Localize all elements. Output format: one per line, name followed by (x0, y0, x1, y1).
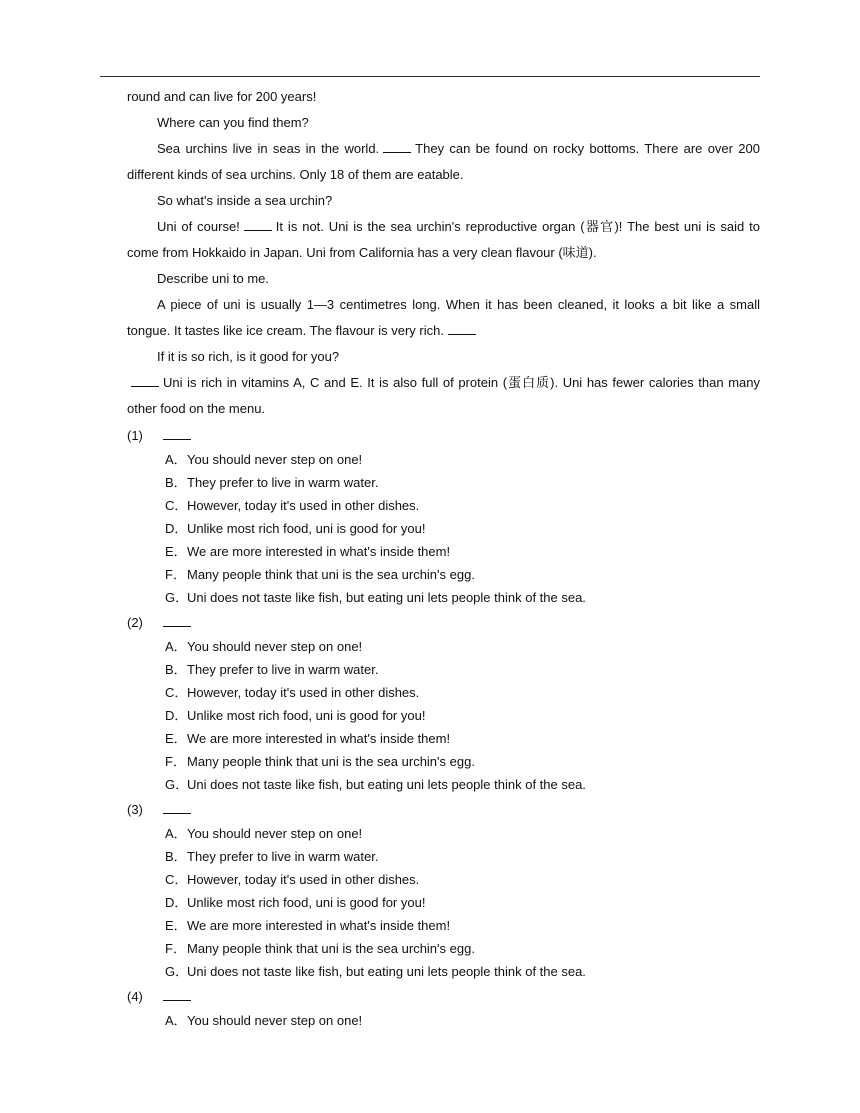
paragraph-text: So what's inside a sea urchin? (157, 193, 333, 208)
answer-option[interactable] (127, 586, 760, 609)
answer-option[interactable] (127, 704, 760, 727)
question-number: (1) (127, 428, 143, 443)
option-list (127, 635, 760, 796)
passage (127, 84, 760, 422)
question-number: (4) (127, 989, 143, 1004)
option-text: You should never step on one! (187, 1013, 363, 1028)
passage-paragraph (127, 344, 760, 370)
passage-paragraph (127, 110, 760, 136)
answer-blank (163, 988, 191, 1001)
option-letter: E． (165, 918, 187, 933)
option-letter: A． (165, 826, 187, 841)
option-letter: G． (165, 964, 189, 979)
option-letter: F． (165, 754, 186, 769)
answer-option[interactable] (127, 727, 760, 750)
option-letter: G． (165, 777, 189, 792)
paragraph-text: It is not. Uni is the sea urchin's reproductive organ (器官)! The best uni is said to come from Hokkaido in Japan. Uni from California has a very clean flavour (味道). (127, 219, 761, 260)
option-text: Many people think that uni is the sea urchin's egg. (187, 567, 475, 582)
option-letter: B． (165, 475, 187, 490)
passage-paragraph (127, 292, 760, 344)
option-letter: A． (165, 1013, 187, 1028)
answer-option[interactable] (127, 681, 760, 704)
option-text: However, today it's used in other dishes. (187, 872, 420, 887)
paragraph-text: If it is so rich, is it good for you? (157, 349, 340, 364)
option-letter: G． (165, 590, 189, 605)
paragraph-text: Uni is rich in vitamins A, C and E. It is also full of protein (蛋白质). Uni has fewer calories than many other food on the menu. (127, 375, 760, 416)
question-header (127, 985, 760, 1009)
answer-option[interactable] (127, 891, 760, 914)
answer-option[interactable] (127, 868, 760, 891)
answer-blank (163, 801, 191, 814)
option-list (127, 1009, 760, 1032)
answer-option[interactable] (127, 563, 760, 586)
option-text: Uni does not taste like fish, but eating uni lets people think of the sea. (187, 590, 586, 605)
answer-blank (163, 427, 191, 440)
option-letter: B． (165, 662, 187, 677)
answer-blank (163, 614, 191, 627)
question-number: (3) (127, 802, 143, 817)
answer-option[interactable] (127, 822, 760, 845)
paragraph-text: A piece of uni is usually 1—3 centimetres long. When it has been cleaned, it looks a bit like a small tongue. It tastes like ice cream. The flavour is very rich. (127, 297, 760, 338)
option-letter: D． (165, 521, 188, 536)
option-letter: A． (165, 639, 187, 654)
answer-option[interactable] (127, 658, 760, 681)
option-letter: D． (165, 708, 188, 723)
header-rule (100, 76, 760, 77)
option-text: You should never step on one! (187, 826, 363, 841)
paragraph-text: They can be found on rocky bottoms. There are over 200 different kinds of sea urchins. Only 18 of them are eatable. (127, 141, 760, 182)
option-text: Uni does not taste like fish, but eating uni lets people think of the sea. (187, 964, 586, 979)
answer-option[interactable] (127, 914, 760, 937)
question-item (127, 798, 760, 983)
passage-paragraph (127, 84, 760, 110)
option-letter: E． (165, 731, 187, 746)
question-item (127, 985, 760, 1032)
answer-option[interactable] (127, 448, 760, 471)
option-letter: C． (165, 498, 188, 513)
question-number: (2) (127, 615, 143, 630)
option-text: You should never step on one! (187, 452, 363, 467)
option-text: They prefer to live in warm water. (187, 849, 379, 864)
answer-option[interactable] (127, 635, 760, 658)
option-text: However, today it's used in other dishes. (187, 498, 420, 513)
option-text: Many people think that uni is the sea urchin's egg. (187, 941, 475, 956)
option-list (127, 822, 760, 983)
paragraph-text: Describe uni to me. (157, 271, 269, 286)
option-text: They prefer to live in warm water. (187, 662, 379, 677)
question-list (127, 424, 760, 1032)
option-letter: C． (165, 685, 188, 700)
option-text: We are more interested in what's inside them! (187, 731, 451, 746)
question-item (127, 611, 760, 796)
answer-blank (448, 322, 476, 335)
paragraph-text: Where can you find them? (157, 115, 309, 130)
answer-option[interactable] (127, 494, 760, 517)
option-letter: F． (165, 941, 186, 956)
option-text: We are more interested in what's inside them! (187, 918, 451, 933)
question-header (127, 611, 760, 635)
answer-option[interactable] (127, 517, 760, 540)
paragraph-text: Uni of course! (157, 219, 240, 234)
passage-paragraph (127, 370, 760, 422)
document-body (127, 84, 760, 1032)
option-text: Unlike most rich food, uni is good for you! (187, 708, 426, 723)
option-text: Uni does not taste like fish, but eating uni lets people think of the sea. (187, 777, 586, 792)
option-letter: B． (165, 849, 187, 864)
answer-option[interactable] (127, 1009, 760, 1032)
answer-option[interactable] (127, 750, 760, 773)
question-item (127, 424, 760, 609)
answer-blank (131, 374, 159, 387)
option-text: Many people think that uni is the sea urchin's egg. (187, 754, 475, 769)
passage-paragraph (127, 188, 760, 214)
option-text: Unlike most rich food, uni is good for you! (187, 521, 426, 536)
question-header (127, 424, 760, 448)
option-text: Unlike most rich food, uni is good for you! (187, 895, 426, 910)
answer-option[interactable] (127, 937, 760, 960)
option-text: However, today it's used in other dishes. (187, 685, 420, 700)
option-letter: D． (165, 895, 188, 910)
passage-paragraph (127, 214, 760, 266)
option-text: They prefer to live in warm water. (187, 475, 379, 490)
answer-option[interactable] (127, 773, 760, 796)
question-header (127, 798, 760, 822)
paragraph-text: round and can live for 200 years! (127, 89, 317, 104)
answer-blank (383, 140, 411, 153)
option-text: You should never step on one! (187, 639, 363, 654)
option-list (127, 448, 760, 609)
option-text: We are more interested in what's inside them! (187, 544, 451, 559)
passage-paragraph (127, 266, 760, 292)
answer-option[interactable] (127, 471, 760, 494)
answer-option[interactable] (127, 540, 760, 563)
option-letter: C． (165, 872, 188, 887)
option-letter: A． (165, 452, 187, 467)
answer-blank (244, 218, 272, 231)
passage-paragraph (127, 136, 760, 188)
paragraph-text: Sea urchins live in seas in the world. (157, 141, 380, 156)
option-letter: F． (165, 567, 186, 582)
answer-option[interactable] (127, 960, 760, 983)
option-letter: E． (165, 544, 187, 559)
answer-option[interactable] (127, 845, 760, 868)
